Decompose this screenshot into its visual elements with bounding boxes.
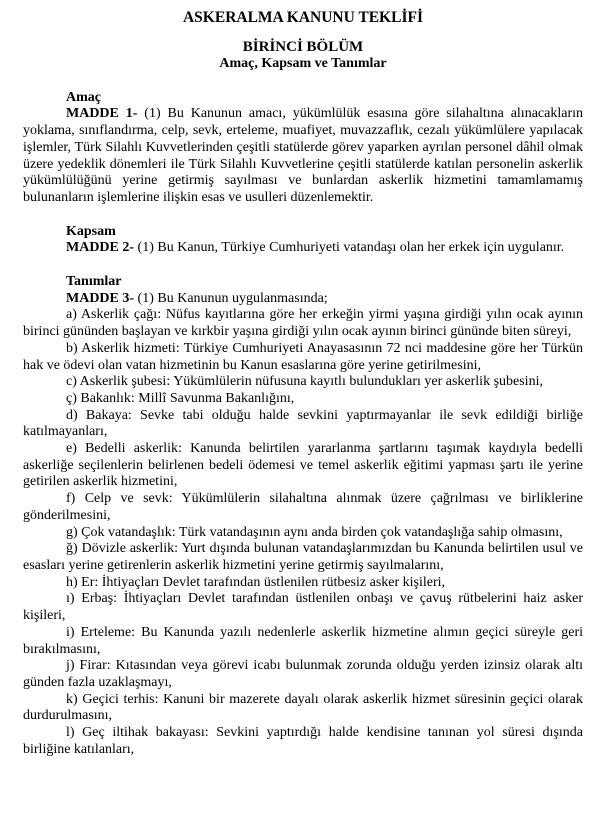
paragraph-text: a) Askerlik çağı: Nüfus kayıtlarına göre her erkeğin yirmi yaşına girdiği yılın ocak ayının birinci gününden başlayan ve kırkbir yaşına girdiği yılın ocak ayının birinci gününde biten süreyi, (23, 307, 583, 340)
paragraph-text: (1) Bu Kanun, Türkiye Cumhuriyeti vatandaşı olan her erkek için uygulanır. (134, 240, 565, 256)
paragraph (23, 692, 583, 725)
paragraph (23, 591, 583, 624)
chapter-heading: BİRİNCİ BÖLÜM (242, 39, 364, 55)
article-number-label: MADDE 1- (66, 106, 138, 122)
paragraph (23, 658, 583, 691)
paragraph (23, 575, 583, 592)
paragraph-text: (1) Bu Kanunun amacı, yükümlülük esasına göre silahaltına alınacakların yoklama, sınıflandırma, celp, sevk, erteleme, muafiyet, muvazzaflık, cezalı yükümlülere yapılacak işlemler, Türk Silahlı Kuvvetlerinden çeşitli statülerde görev yaparken ayrılan personel dâhil olmak üzere yedeklik dönemleri ile Türk Silahlı Kuvvetlerine çeşitli statülerde katılan personelin askerlik yükümlülüğünü yerine getirmiş sayılması ve bunlardan askerlik hizmetini tamamlamamış bulunanların işlemlerine ilişkin esas ve usulleri düzenlemektir. (23, 106, 583, 205)
section-1 (23, 90, 583, 207)
paragraph (23, 541, 583, 574)
article-number-label: MADDE 3- (66, 290, 135, 306)
paragraph-text: f) Celp ve sevk: Yükümlülerin silahaltına alınmak üzere çağrılması ve birliklerine gönderilmesini, (23, 491, 583, 523)
paragraph-text: e) Bedelli askerlik: Kanunda belirtilen yararlanma şartlarını taşımak kaydıyla bedelli askerliğe seçilenlerin belirlenen bedeli ödemesi ve temel askerlik eğitimi yapması şartı ile yerine getirilen askerlik hizmetini, (23, 441, 583, 490)
document-sections (23, 90, 583, 759)
paragraph-text: ı) Erbaş: İhtiyaçları Devlet tarafından üstlenilen onbaşı ve çavuş rütbelerini haiz asker kişileri, (23, 591, 583, 624)
paragraph (23, 391, 583, 408)
paragraph-text: b) Askerlik hizmeti: Türkiye Cumhuriyeti Anayasasının 72 nci maddesine göre her Türkün hak ve ödevi olan vatan hizmetinin bu Kanun esaslarına göre yerine getirilmesini, (23, 340, 583, 373)
paragraph (23, 725, 583, 758)
chapter-subheading: Amaç, Kapsam ve Tanımlar (219, 56, 387, 71)
paragraph-text: k) Geçici terhis: Kanuni bir mazerete dayalı olarak askerlik hizmet süresinin geçici olarak durdurulmasını, (23, 691, 583, 724)
paragraph-text: i) Erteleme: Bu Kanunda yazılı nedenlerle askerlik hizmetine alımın geçici süreyle geri bırakılmasını, (23, 624, 583, 657)
paragraph-text: d) Bakaya: Sevke tabi olduğu halde sevkini yaptırmayanlar ile sevk edildiği birliğe katılmayanları, (23, 407, 583, 440)
article-number-label: MADDE 2- (66, 240, 135, 256)
section-heading: Amaç (66, 89, 101, 105)
paragraph (23, 441, 583, 491)
paragraph (23, 106, 583, 206)
section-2 (23, 224, 583, 257)
section-heading: Tanımlar (66, 274, 122, 290)
paragraph (23, 307, 583, 340)
paragraph-text: (1) Bu Kanunun uygulanmasında; (134, 290, 328, 306)
paragraph (23, 625, 583, 658)
paragraph-text: g) Çok vatandaşlık: Türk vatandaşının aynı anda birden çok vatandaşlığa sahip olmasını, (66, 524, 563, 540)
paragraph-text: ğ) Dövizle askerlik: Yurt dışında bulunan vatandaşlarımızdan bu Kanunda belirtilen usul ve esasları yerine getirenlerin askerlik hizmetini yerine getirmiş sayılmalarını, (23, 541, 583, 573)
paragraph-text: ç) Bakanlık: Millî Savunma Bakanlığını, (66, 390, 295, 406)
paragraph (23, 240, 583, 257)
paragraph (23, 491, 583, 524)
paragraph (23, 291, 583, 308)
paragraph-text: l) Geç iltihak bakayası: Sevkini yaptırdığı halde kendisine tanınan yol süresi dışında birliğine katılanları, (23, 725, 583, 757)
document-title: ASKERALMA KANUNU TEKLİFİ (182, 9, 423, 26)
paragraph (23, 341, 583, 374)
paragraph-text: c) Askerlik şubesi: Yükümlülerin nüfusuna kayıtlı bulundukları yer askerlik şubesini, (66, 374, 543, 390)
paragraph (23, 374, 583, 391)
paragraph (23, 408, 583, 441)
paragraph-text: h) Er: İhtiyaçları Devlet tarafından üstlenilen rütbesiz asker kişileri, (66, 574, 446, 590)
section-heading: Kapsam (66, 223, 116, 239)
chapter-header (23, 39, 583, 73)
section-3 (23, 274, 583, 758)
paragraph (23, 525, 583, 542)
paragraph-text: j) Firar: Kıtasından veya görevi icabı bulunmak zorunda olduğu yerden izinsiz olarak altı günden fazla uzaklaşmayı, (23, 658, 583, 690)
